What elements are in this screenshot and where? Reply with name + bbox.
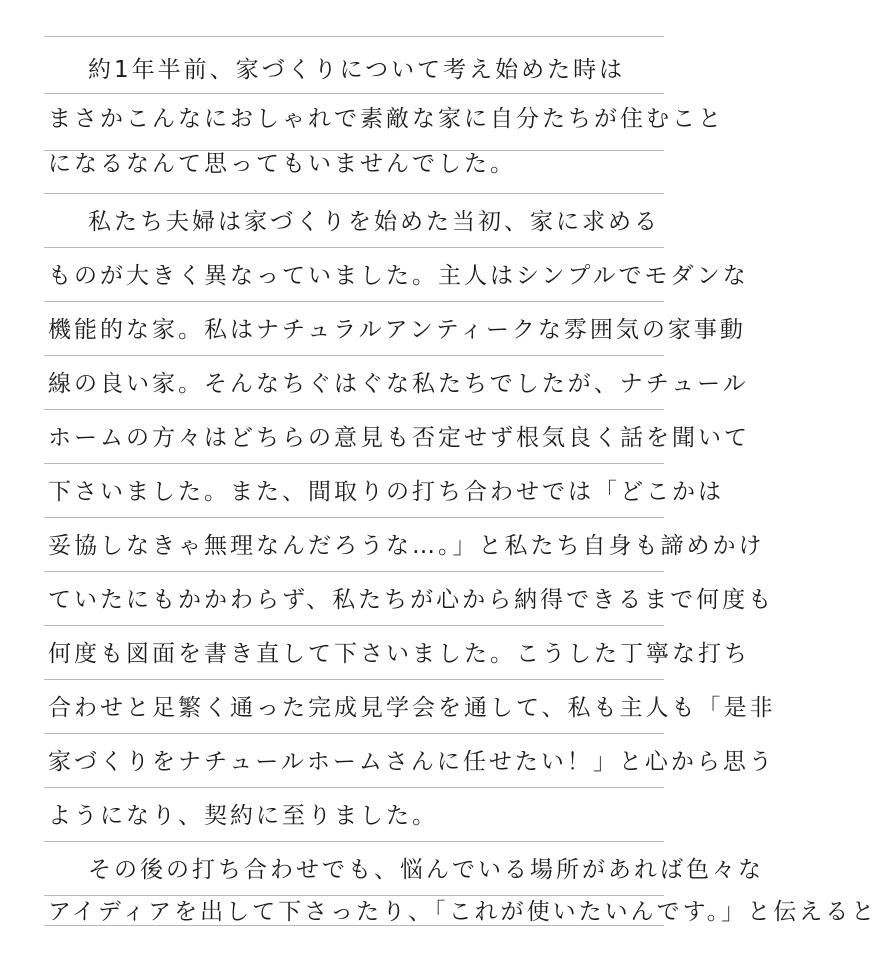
text-line-12: 何度も図面を書き直して下さいました。こうした丁寧な打ち [48,641,750,667]
text-line-6: 機能的な家。私はナチュラルアンティークな雰囲気の家事動 [48,317,746,343]
ruled-line [44,36,664,37]
text-line-8: ホームの方々はどちらの意見も否定せず根気良く話を聞いて [48,425,750,451]
ruled-line [44,733,664,734]
text-line-7: 線の良い家。そんなちぐはぐな私たちでしたが、ナチュール [48,371,749,397]
text-line-14: 家づくりをナチュールホームさんに任せたい！」と心から思う [48,749,775,775]
ruled-line [44,787,664,788]
ruled-line [44,93,664,94]
text-line-13: 合わせと足繁く通った完成見学会を通して、私も主人も「是非 [48,695,776,721]
ruled-line [44,625,664,626]
text-line-1: 約1年半前、家づくりについて考え始めた時は [88,57,626,83]
text-line-2: まさかこんなにおしゃれで素敵な家に自分たちが住むこと [48,106,724,132]
text-line-5: ものが大きく異なっていました。主人はシンプルでモダンな [48,263,749,289]
ruled-line [44,517,664,518]
ruled-line [44,301,664,302]
ruled-line [44,841,664,842]
ruled-line [44,409,664,410]
ruled-line [44,679,664,680]
ruled-line [44,463,664,464]
ruled-line [44,193,664,194]
text-line-10: 妥協しなきゃ無理なんだろうな…。」と私たち自身も諦めかけ [48,533,765,559]
text-line-11: ていたにもかかわらず、私たちが心から納得できるまで何度も [48,587,775,613]
text-line-15: ようになり、契約に至りました。 [48,803,438,829]
text-line-3: になるなんて思ってもいませんでした。 [48,151,516,177]
text-line-4: 私たち夫婦は家づくりを始めた当初、家に求める [88,209,660,235]
ruled-line [44,355,664,356]
text-line-9: 下さいました。また、間取りの打ち合わせでは「どこかは [48,479,724,505]
ruled-line [44,247,664,248]
text-line-17: アイディアを出して下さったり、「これが使いたいんです。」と伝えると [48,899,877,925]
ruled-line [44,571,664,572]
text-line-16: その後の打ち合わせでも、悩んでいる場所があれば色々な [88,857,764,883]
